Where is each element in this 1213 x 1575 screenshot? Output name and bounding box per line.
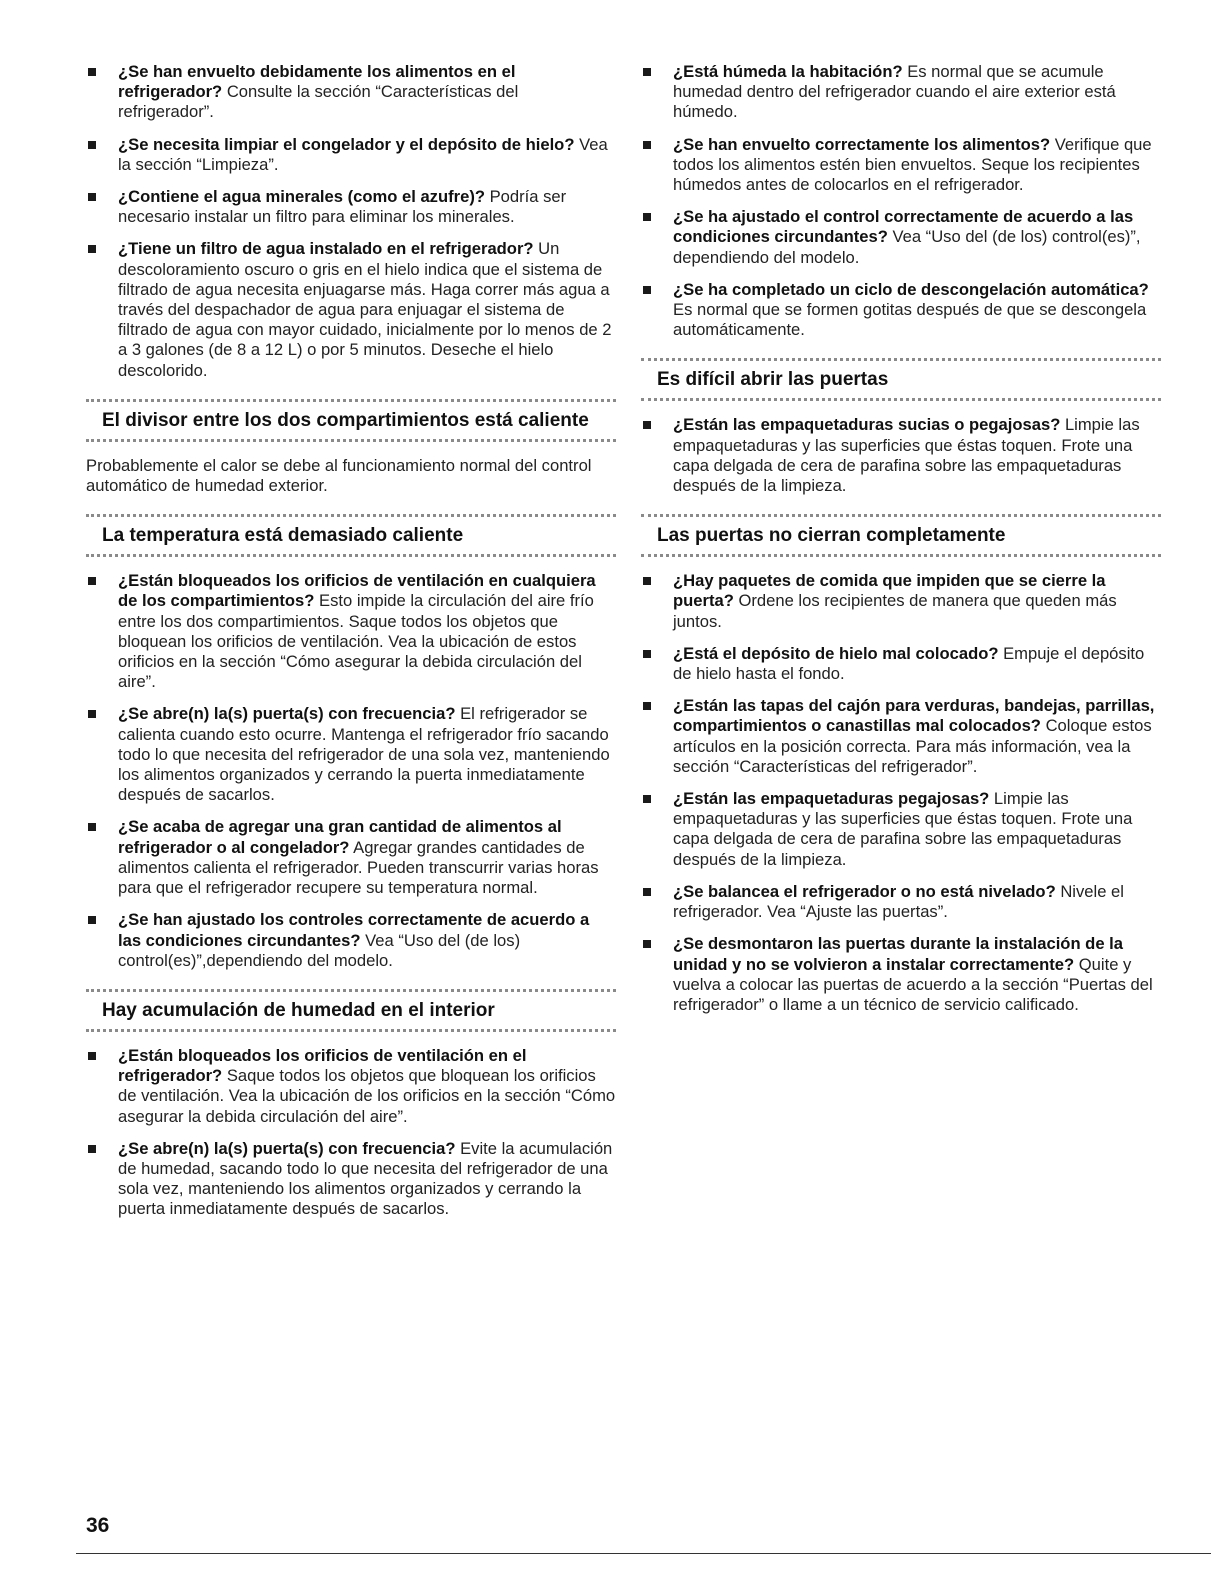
item-answer: Nivele el refrigerador. Vea “Ajuste las puertas”. bbox=[673, 881, 1124, 922]
item-answer: Es normal que se acumule humedad dentro del refrigerador cuando el aire exterior está húmedo. bbox=[673, 62, 1116, 122]
list-item bbox=[86, 239, 616, 380]
item-question: ¿Se han envuelto debidamente los alimentos en el refrigerador? bbox=[118, 62, 516, 102]
item-question: ¿Se abre(n) la(s) puerta(s) con frecuencia? bbox=[118, 1138, 456, 1158]
item-answer: Consulte la sección “Características del refrigerador”. bbox=[118, 82, 519, 122]
item-answer: Quite y vuelva a colocar las puertas de acuerdo a la sección “Puertas del refrigerador” o llame a un técnico de servicio calificado. bbox=[673, 954, 1153, 1014]
list-item bbox=[641, 696, 1161, 777]
item-question: ¿Se ha completado un ciclo de descongelación automática? bbox=[673, 279, 1149, 299]
list-item bbox=[86, 910, 616, 971]
item-question: ¿Están las tapas del cajón para verduras, bandejas, parrillas, compartimientos o canastillas mal colocados? bbox=[673, 696, 1155, 736]
item-question: ¿Está húmeda la habitación? bbox=[673, 62, 903, 81]
list-item bbox=[641, 789, 1161, 870]
item-question: ¿Se ha ajustado el control correctamente de acuerdo a las condiciones circundantes? bbox=[673, 207, 1134, 247]
section-paragraph: Probablemente el calor se debe al funcionamiento normal del control automático de humedad exterior. bbox=[86, 455, 592, 496]
item-answer: Vea la sección “Limpieza”. bbox=[118, 134, 608, 174]
item-question: ¿Hay paquetes de comida que impiden que se cierre la puerta? bbox=[673, 571, 1106, 611]
item-answer: Verifique que todos los alimentos estén bien envueltos. Seque los recipientes húmedos antes de colocarlos en el refrigerador. bbox=[673, 134, 1152, 195]
list-item bbox=[641, 644, 1161, 684]
bullet-list bbox=[86, 1046, 616, 1220]
item-question: ¿Se balancea el refrigerador o no está nivelado? bbox=[673, 881, 1056, 901]
list-item bbox=[641, 135, 1161, 196]
list-item bbox=[641, 934, 1161, 1015]
section-heading: Es difícil abrir las puertas bbox=[641, 358, 1161, 401]
bullet-list bbox=[641, 62, 1161, 340]
item-answer: Limpie las empaquetaduras y las superficies que éstas toquen. Frote una capa delgada de cera de parafina sobre las empaquetaduras después de la limpieza. bbox=[673, 789, 1133, 869]
item-answer: Vea “Uso del (de los) control(es)”,dependiendo del modelo. bbox=[118, 930, 521, 970]
list-item bbox=[86, 62, 616, 123]
item-question: ¿Están bloqueados los orificios de ventilación en el refrigerador? bbox=[118, 1045, 527, 1086]
section-heading: Hay acumulación de humedad en el interior bbox=[86, 989, 616, 1032]
bullet-list bbox=[641, 571, 1161, 1015]
item-answer: Vea “Uso del (de los) control(es)”, dependiendo del modelo. bbox=[673, 227, 1141, 267]
footer-divider bbox=[76, 1553, 1211, 1554]
item-question: ¿Se han ajustado los controles correctamente de acuerdo a las condiciones circundantes? bbox=[118, 910, 590, 950]
item-answer: Podría ser necesario instalar un filtro para eliminar los minerales. bbox=[118, 187, 567, 227]
item-question: ¿Están las empaquetaduras sucias o pegajosas? bbox=[673, 415, 1061, 435]
item-question: ¿Se abre(n) la(s) puerta(s) con frecuencia? bbox=[118, 704, 456, 724]
item-question: ¿Está el depósito de hielo mal colocado? bbox=[673, 643, 999, 663]
item-answer: Ordene los recipientes de manera que queden más juntos. bbox=[673, 591, 1117, 631]
item-question: ¿Se acaba de agregar una gran cantidad de alimentos al refrigerador o al congelador? bbox=[118, 817, 562, 857]
page-number: 36 bbox=[86, 1514, 110, 1537]
list-item bbox=[86, 571, 616, 692]
item-answer: Limpie las empaquetaduras y las superficies que éstas toquen. Frote una capa delgada de cera de parafina sobre las empaquetaduras después de la limpieza. bbox=[673, 415, 1140, 496]
right-column bbox=[641, 62, 1161, 1027]
list-item bbox=[641, 415, 1161, 496]
section-heading: El divisor entre los dos compartimientos está caliente bbox=[86, 399, 616, 442]
list-item bbox=[641, 62, 1161, 123]
item-question: ¿Tiene un filtro de agua instalado en el refrigerador? bbox=[118, 239, 534, 259]
left-column bbox=[86, 62, 616, 1232]
item-answer: Esto impide la circulación del aire frío entre los dos compartimientos. Saque todos los objetos que bloquean los orificios de ventilación. Vea la ubicación de estos orificios en la sección “Cómo asegurar la debida circulación del aire”. bbox=[118, 591, 594, 692]
list-item bbox=[86, 704, 616, 805]
list-item bbox=[641, 882, 1161, 922]
list-item bbox=[641, 571, 1161, 632]
item-answer: Coloque estos artículos en la posición correcta. Para más información, vea la sección “Características del refrigerador”. bbox=[673, 716, 1152, 776]
bullet-list bbox=[86, 62, 616, 381]
list-item bbox=[86, 817, 616, 898]
bullet-list bbox=[86, 571, 616, 971]
item-question: ¿Se han envuelto correctamente los alimentos? bbox=[673, 134, 1051, 154]
item-answer: Empuje el depósito de hielo hasta el fondo. bbox=[673, 643, 1145, 684]
list-item bbox=[86, 187, 616, 227]
item-answer: Es normal que se formen gotitas después de que se descongela automáticamente. bbox=[673, 300, 1147, 340]
item-answer: Agregar grandes cantidades de alimentos calienta el refrigerador. Pueden transcurrir varias horas para que el refrigerador recupere su temperatura normal. bbox=[118, 837, 599, 898]
item-answer: Un descoloramiento oscuro o gris en el hielo indica que el sistema de filtrado de agua necesita enjuagarse más. Haga correr más agua a través del despachador de agua para enjuagar el sistema de filtrado de agua con mayor cuidado, inicialmente por lo menos de 2 a 3 galones (de 8 a 12 L) o por 5 minutos. Deseche el hielo descolorido. bbox=[118, 239, 612, 380]
list-item bbox=[641, 280, 1161, 341]
bullet-list bbox=[641, 415, 1161, 496]
item-answer: El refrigerador se calienta cuando esto ocurre. Mantenga el refrigerador frío sacando todo lo que necesita del refrigerador de una sola vez, manteniendo los alimentos organizados y cerrando la puerta inmediatamente después de sacarlos. bbox=[118, 704, 610, 805]
list-item bbox=[86, 135, 616, 175]
item-question: ¿Están bloqueados los orificios de ventilación en cualquiera de los compartimientos? bbox=[118, 571, 596, 611]
list-item bbox=[641, 207, 1161, 268]
section-heading: La temperatura está demasiado caliente bbox=[86, 514, 616, 557]
item-question: ¿Se desmontaron las puertas durante la instalación de la unidad y no se volvieron a instalar correctamente? bbox=[673, 934, 1124, 974]
list-item bbox=[86, 1139, 616, 1220]
item-answer: Evite la acumulación de humedad, sacando todo lo que necesita del refrigerador de una sola vez, manteniendo los alimentos organizados y cerrando la puerta inmediatamente después de sacarlos. bbox=[118, 1138, 613, 1219]
item-answer: Saque todos los objetos que bloquean los orificios de ventilación. Vea la ubicación de los orificios en la sección “Cómo asegurar la debida circulación del aire”. bbox=[118, 1066, 616, 1126]
section-heading: Las puertas no cierran completamente bbox=[641, 514, 1161, 557]
item-question: ¿Contiene el agua minerales (como el azufre)? bbox=[118, 187, 485, 207]
item-question: ¿Están las empaquetaduras pegajosas? bbox=[673, 789, 990, 809]
item-question: ¿Se necesita limpiar el congelador y el depósito de hielo? bbox=[118, 134, 575, 154]
list-item bbox=[86, 1046, 616, 1127]
